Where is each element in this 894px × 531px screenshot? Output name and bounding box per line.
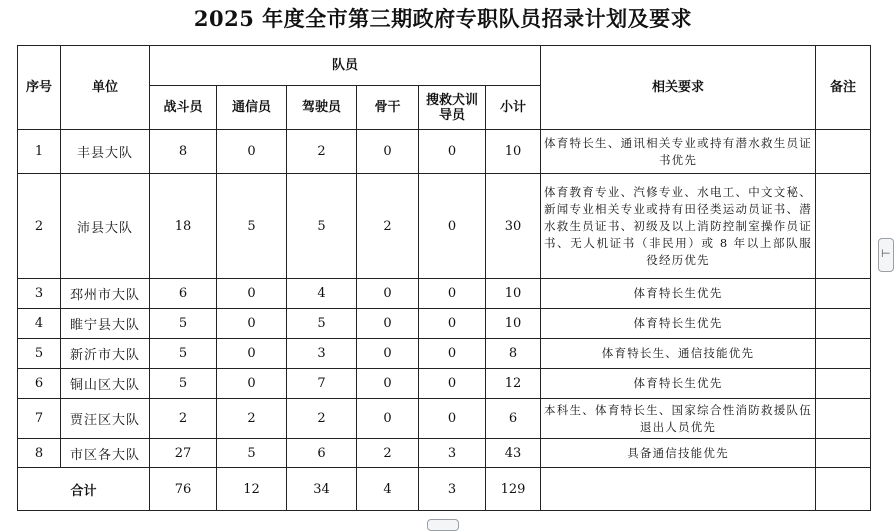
- cell-dog-trainer: 0: [419, 174, 486, 279]
- side-scroll-handle[interactable]: ⊢: [878, 238, 894, 272]
- cell-communicator: 5: [217, 174, 287, 279]
- cell-remark: [816, 399, 871, 439]
- document-title: 2025 年度全市第三期政府专职队员招录计划及要求: [193, 6, 693, 31]
- cell-subtotal: 10: [486, 279, 541, 309]
- cell-remark: [816, 439, 871, 468]
- header-seq: 序号: [18, 46, 61, 130]
- header-unit: 单位: [61, 46, 150, 130]
- cell-seq: 2: [18, 174, 61, 279]
- cell-driver: 6: [287, 439, 357, 468]
- header-role-backbone: 骨干: [357, 86, 419, 130]
- header-role-driver: 驾驶员: [287, 86, 357, 130]
- total-row: [18, 468, 871, 511]
- cell-backbone: 2: [357, 174, 419, 279]
- table-row: [18, 339, 871, 369]
- cell-requirement: 本科生、体育特长生、国家综合性消防救援队伍退出人员优先: [541, 399, 816, 439]
- table-row: [18, 399, 871, 439]
- cell-seq: 1: [18, 130, 61, 174]
- cell-remark: [816, 369, 871, 399]
- table-row: [18, 439, 871, 468]
- cell-dog-trainer: 0: [419, 369, 486, 399]
- cell-backbone: 0: [357, 339, 419, 369]
- cell-backbone: 0: [357, 279, 419, 309]
- cell-communicator: 2: [217, 399, 287, 439]
- cell-dog-trainer: 0: [419, 339, 486, 369]
- cell-seq: 6: [18, 369, 61, 399]
- cell-subtotal: 43: [486, 439, 541, 468]
- cell-fighter: 8: [150, 130, 217, 174]
- header-role-fighter: 战斗员: [150, 86, 217, 130]
- total-label: 合计: [18, 468, 150, 511]
- table-row: [18, 279, 871, 309]
- cell-unit: 丰县大队: [61, 130, 150, 174]
- total-fighter: 76: [150, 468, 217, 511]
- cell-driver: 4: [287, 279, 357, 309]
- cell-fighter: 6: [150, 279, 217, 309]
- cell-unit: 邳州市大队: [61, 279, 150, 309]
- cell-unit: 贾汪区大队: [61, 399, 150, 439]
- header-remarks: 备注: [816, 46, 871, 130]
- cell-dog-trainer: 0: [419, 130, 486, 174]
- recruitment-plan-table: [17, 45, 871, 511]
- cell-unit: 市区各大队: [61, 439, 150, 468]
- cell-unit: 睢宁县大队: [61, 309, 150, 339]
- cell-unit: 新沂市大队: [61, 339, 150, 369]
- cell-requirement: 体育特长生、通讯相关专业或持有潜水救生员证书优先: [541, 130, 816, 174]
- cell-backbone: 0: [357, 369, 419, 399]
- cell-subtotal: 10: [486, 309, 541, 339]
- cell-fighter: 2: [150, 399, 217, 439]
- cell-subtotal: 10: [486, 130, 541, 174]
- cell-remark: [816, 130, 871, 174]
- cell-subtotal: 8: [486, 339, 541, 369]
- cell-requirement: 体育特长生优先: [541, 279, 816, 309]
- cell-fighter: 18: [150, 174, 217, 279]
- cell-unit: 铜山区大队: [61, 369, 150, 399]
- cell-seq: 8: [18, 439, 61, 468]
- cell-fighter: 5: [150, 369, 217, 399]
- cell-remark: [816, 174, 871, 279]
- cell-seq: 7: [18, 399, 61, 439]
- cell-requirement: 体育特长生优先: [541, 309, 816, 339]
- cell-requirement: 体育特长生、通信技能优先: [541, 339, 816, 369]
- header-role-dog-trainer: 搜救犬训导员: [419, 86, 486, 130]
- header-role-communicator: 通信员: [217, 86, 287, 130]
- cell-communicator: 0: [217, 130, 287, 174]
- total-dog-trainer: 3: [419, 468, 486, 511]
- cell-subtotal: 6: [486, 399, 541, 439]
- table-row: [18, 174, 871, 279]
- cell-unit: 沛县大队: [61, 174, 150, 279]
- cell-dog-trainer: 0: [419, 309, 486, 339]
- cell-communicator: 5: [217, 439, 287, 468]
- header-members: 队员: [150, 46, 541, 86]
- cell-requirement: 体育特长生优先: [541, 369, 816, 399]
- cell-dog-trainer: 0: [419, 399, 486, 439]
- cell-dog-trainer: 0: [419, 279, 486, 309]
- table-row: [18, 369, 871, 399]
- cell-driver: 2: [287, 399, 357, 439]
- cell-communicator: 0: [217, 339, 287, 369]
- total-subtotal: 129: [486, 468, 541, 511]
- cell-driver: 5: [287, 174, 357, 279]
- cell-backbone: 0: [357, 130, 419, 174]
- cell-fighter: 5: [150, 339, 217, 369]
- cell-driver: 7: [287, 369, 357, 399]
- cell-subtotal: 12: [486, 369, 541, 399]
- cell-subtotal: 30: [486, 174, 541, 279]
- cell-backbone: 2: [357, 439, 419, 468]
- table-row: [18, 130, 871, 174]
- cell-driver: 3: [287, 339, 357, 369]
- cell-seq: 3: [18, 279, 61, 309]
- cell-backbone: 0: [357, 399, 419, 439]
- total-remark: [816, 468, 871, 511]
- header-row-1: [18, 46, 871, 86]
- cell-requirement: 体育教育专业、汽修专业、水电工、中文文秘、新闻专业相关专业或持有田径类运动员证书、潜水救生员证书、初级及以上消防控制室操作员证书、无人机证书（非民用）或 8 年以上部队服役经历优先: [541, 174, 816, 279]
- total-backbone: 4: [357, 468, 419, 511]
- cell-communicator: 0: [217, 279, 287, 309]
- bottom-scroll-handle[interactable]: [427, 519, 459, 531]
- cell-communicator: 0: [217, 309, 287, 339]
- cell-fighter: 5: [150, 309, 217, 339]
- header-requirements: 相关要求: [541, 46, 816, 130]
- cell-fighter: 27: [150, 439, 217, 468]
- total-driver: 34: [287, 468, 357, 511]
- total-communicator: 12: [217, 468, 287, 511]
- cell-backbone: 0: [357, 309, 419, 339]
- cell-remark: [816, 309, 871, 339]
- cell-remark: [816, 339, 871, 369]
- cell-seq: 5: [18, 339, 61, 369]
- cell-driver: 5: [287, 309, 357, 339]
- table-row: [18, 309, 871, 339]
- cell-driver: 2: [287, 130, 357, 174]
- total-requirement: [541, 468, 816, 511]
- cell-communicator: 0: [217, 369, 287, 399]
- cell-remark: [816, 279, 871, 309]
- cell-seq: 4: [18, 309, 61, 339]
- cell-dog-trainer: 3: [419, 439, 486, 468]
- cell-requirement: 具备通信技能优先: [541, 439, 816, 468]
- header-role-subtotal: 小计: [486, 86, 541, 130]
